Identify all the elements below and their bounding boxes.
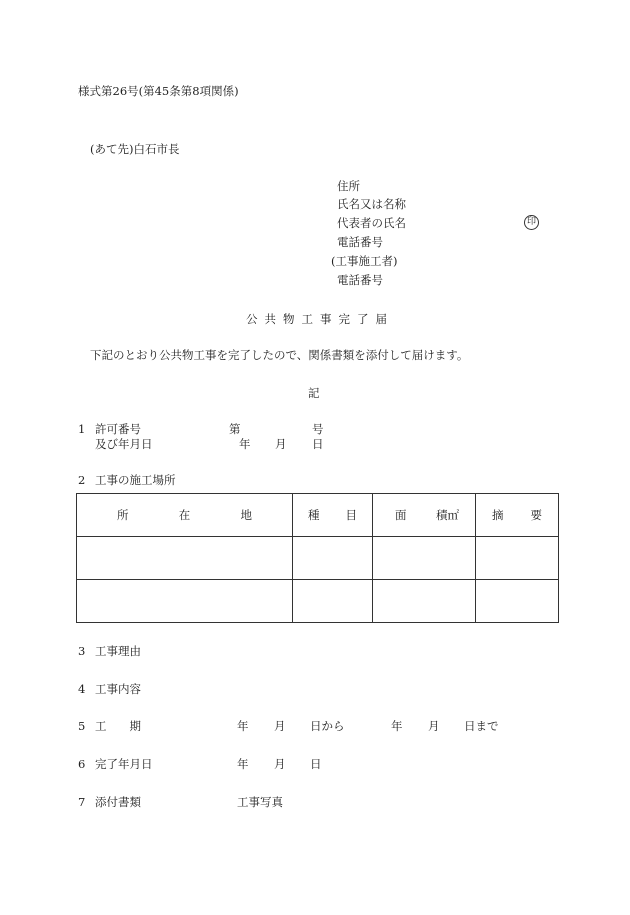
item5-end-month: 月 <box>428 719 440 733</box>
cell-location[interactable] <box>77 580 293 623</box>
item4-number: 4 <box>78 682 86 696</box>
item6-month: 月 <box>274 757 286 771</box>
item7-value: 工事写真 <box>237 795 283 809</box>
item3-label: 工事理由 <box>95 644 141 658</box>
item1-label2: 及び年月日 <box>95 437 153 451</box>
cell-remarks[interactable] <box>476 537 559 580</box>
item1-label: 許可番号 <box>95 422 141 436</box>
item5-end-year: 年 <box>391 719 403 733</box>
cell-remarks[interactable] <box>476 580 559 623</box>
table-row <box>77 580 559 623</box>
item5-number: 5 <box>78 719 86 733</box>
applicant-name-label: 氏名又は名称 <box>337 197 406 211</box>
item1-day: 日 <box>312 437 324 451</box>
item5-end-day: 日まで <box>464 719 499 733</box>
header-type: 種 目 <box>293 494 373 537</box>
contractor-label: (工事施工者) <box>331 254 398 268</box>
applicant-address-label: 住所 <box>337 179 360 193</box>
item6-label: 完了年月日 <box>95 757 153 771</box>
item6-day: 日 <box>310 757 322 771</box>
addressee: (あて先)白石市長 <box>90 142 180 156</box>
cell-area[interactable] <box>373 580 476 623</box>
intro-text: 下記のとおり公共物工事を完了したので、関係書類を添付して届けます。 <box>90 348 469 362</box>
item6-number: 6 <box>78 757 86 771</box>
table-row <box>77 537 559 580</box>
cell-location[interactable] <box>77 537 293 580</box>
cell-type[interactable] <box>293 580 373 623</box>
item5-start-year: 年 <box>237 719 249 733</box>
applicant-representative-label: 代表者の氏名 <box>337 216 406 230</box>
item6-year: 年 <box>237 757 249 771</box>
item4-label: 工事内容 <box>95 682 141 696</box>
form-number: 様式第26号(第45条第8項関係) <box>78 84 239 98</box>
document-title: 公共物工事完了届 <box>246 312 394 326</box>
item1-go: 号 <box>312 422 324 436</box>
item7-number: 7 <box>78 795 86 809</box>
item2-label: 工事の施工場所 <box>95 473 176 487</box>
item5-label: 工 期 <box>95 719 141 733</box>
seal-mark: 印 <box>524 215 539 230</box>
item2-number: 2 <box>78 473 86 487</box>
cell-type[interactable] <box>293 537 373 580</box>
item5-start-day: 日から <box>310 719 345 733</box>
cell-area[interactable] <box>373 537 476 580</box>
header-location: 所 在 地 <box>77 494 293 537</box>
item3-number: 3 <box>78 644 86 658</box>
header-remarks: 摘 要 <box>476 494 559 537</box>
ki-heading: 記 <box>308 386 320 400</box>
item1-year: 年 <box>239 437 251 451</box>
item1-number: 1 <box>78 422 86 436</box>
applicant-phone-label: 電話番号 <box>337 235 383 249</box>
table-header-row <box>77 494 559 537</box>
construction-site-table <box>76 493 559 623</box>
item1-month: 月 <box>275 437 287 451</box>
item7-label: 添付書類 <box>95 795 141 809</box>
item5-start-month: 月 <box>274 719 286 733</box>
item1-dai: 第 <box>229 422 241 436</box>
contractor-phone-label: 電話番号 <box>337 273 383 287</box>
header-area: 面 積㎡ <box>373 494 476 537</box>
